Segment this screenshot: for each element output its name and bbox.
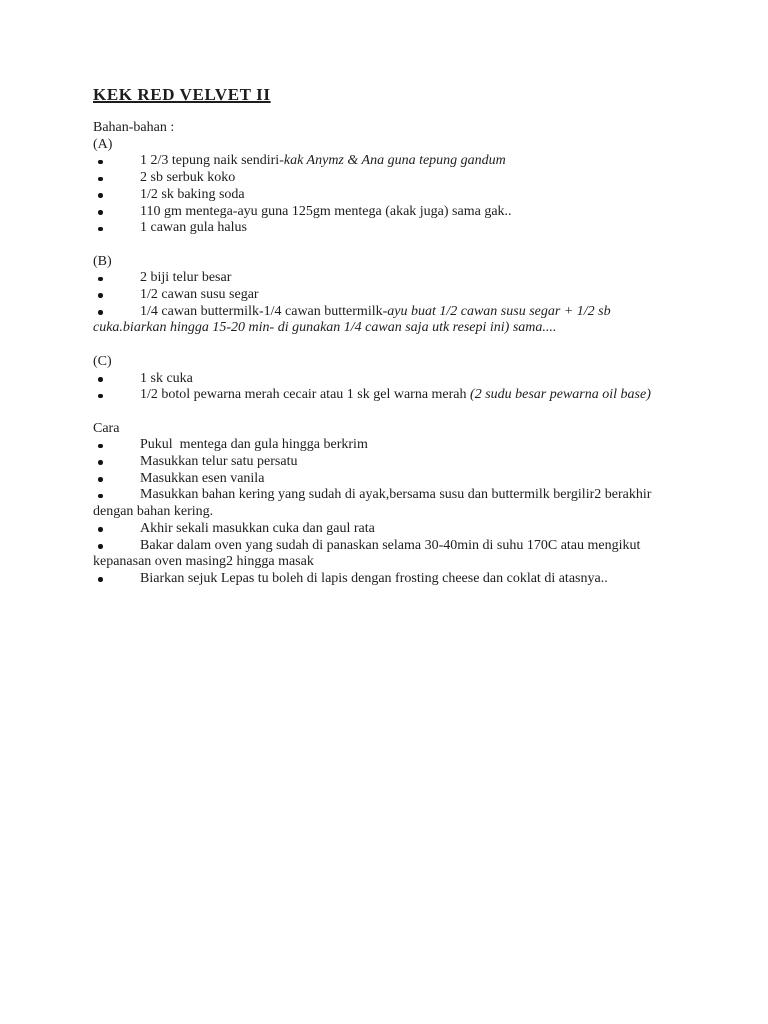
group-label: (C) <box>93 353 112 369</box>
ingredient-group <box>93 354 677 404</box>
bullet-icon <box>98 577 103 582</box>
ingredient-groups <box>93 137 677 404</box>
ingredient-item <box>93 220 677 237</box>
recipe-title: KEK RED VELVET II <box>93 85 271 104</box>
item-text: 1/2 botol pewarna merah cecair atau 1 sk gel warna merah <box>140 387 471 403</box>
bullet-icon <box>98 494 103 499</box>
ingredient-list <box>93 153 677 237</box>
step-item <box>93 437 677 454</box>
ingredient-item <box>93 270 677 287</box>
item-text: 1/4 cawan buttermilk-1/4 cawan buttermilk- <box>140 303 388 319</box>
step-item <box>93 471 677 488</box>
step-text: Masukkan bahan kering yang sudah di ayak,bersama susu dan buttermilk bergilir2 berakhir dengan bahan kering. <box>93 487 655 520</box>
step-item <box>93 538 677 571</box>
bullet-icon <box>98 394 103 399</box>
item-text-italic: (2 sudu besar pewarna oil base) <box>470 387 651 403</box>
step-item <box>93 521 677 538</box>
bullet-icon <box>98 460 103 465</box>
ingredient-group <box>93 137 677 237</box>
bullet-icon <box>98 477 103 482</box>
step-item <box>93 454 677 471</box>
bullet-icon <box>98 377 103 382</box>
item-text: 1 sk cuka <box>140 370 193 386</box>
ingredients-label: Bahan-bahan : <box>93 120 175 135</box>
bullet-icon <box>98 544 103 549</box>
bullet-icon <box>98 293 103 298</box>
bullet-icon <box>98 210 103 215</box>
item-text: 2 biji telur besar <box>140 270 232 286</box>
item-text: 110 gm mentega-ayu guna 125gm mentega (akak juga) sama gak.. <box>140 203 512 219</box>
step-text: Pukul mentega dan gula hingga berkrim <box>140 437 368 453</box>
item-text-italic: ayu buat 1/2 cawan susu segar + 1/2 sb cuka.biarkan hingga 15-20 min- di gunakan 1/4 cawan saja utk resepi ini) sama.... <box>93 303 615 336</box>
ingredient-list <box>93 270 677 337</box>
page-content <box>93 86 677 588</box>
item-text: 1 2/3 tepung naik sendiri- <box>140 153 284 169</box>
item-text-italic: kak Anymz & Ana guna tepung gandum <box>283 153 506 169</box>
ingredient-item <box>93 204 677 221</box>
ingredient-item <box>93 304 677 337</box>
bullet-icon <box>98 444 103 449</box>
step-text: Masukkan telur satu persatu <box>140 454 298 470</box>
step-text: Bakar dalam oven yang sudah di panaskan selama 30-40min di suhu 170C atau mengikut kepanasan oven masing2 hingga masak <box>93 537 644 570</box>
bullet-icon <box>98 160 103 165</box>
bullet-icon <box>98 310 103 315</box>
ingredient-item <box>93 287 677 304</box>
group-label: (A) <box>93 136 113 152</box>
ingredient-item <box>93 387 677 404</box>
bullet-icon <box>98 177 103 182</box>
item-text: 1/2 sk baking soda <box>140 186 245 202</box>
bullet-icon <box>98 527 103 532</box>
bullet-icon <box>98 227 103 232</box>
ingredient-group <box>93 254 677 338</box>
item-text: 1 cawan gula halus <box>140 220 247 236</box>
ingredient-list <box>93 371 677 404</box>
item-text: 2 sb serbuk koko <box>140 170 236 186</box>
step-text: Biarkan sejuk Lepas tu boleh di lapis dengan frosting cheese dan coklat di atasnya.. <box>140 570 608 586</box>
ingredient-item <box>93 187 677 204</box>
ingredient-item <box>93 371 677 388</box>
step-text: Masukkan esen vanila <box>140 470 265 486</box>
bullet-icon <box>98 277 103 282</box>
steps-list <box>93 437 677 587</box>
steps-section <box>93 421 677 588</box>
item-text: 1/2 cawan susu segar <box>140 287 259 303</box>
step-text: Akhir sekali masukkan cuka dan gaul rata <box>140 520 375 536</box>
step-item <box>93 487 677 520</box>
steps-label: Cara <box>93 420 120 436</box>
ingredient-item <box>93 170 677 187</box>
ingredient-item <box>93 153 677 170</box>
step-item <box>93 571 677 588</box>
bullet-icon <box>98 193 103 198</box>
group-label: (B) <box>93 253 112 269</box>
ingredients-section <box>93 120 677 404</box>
